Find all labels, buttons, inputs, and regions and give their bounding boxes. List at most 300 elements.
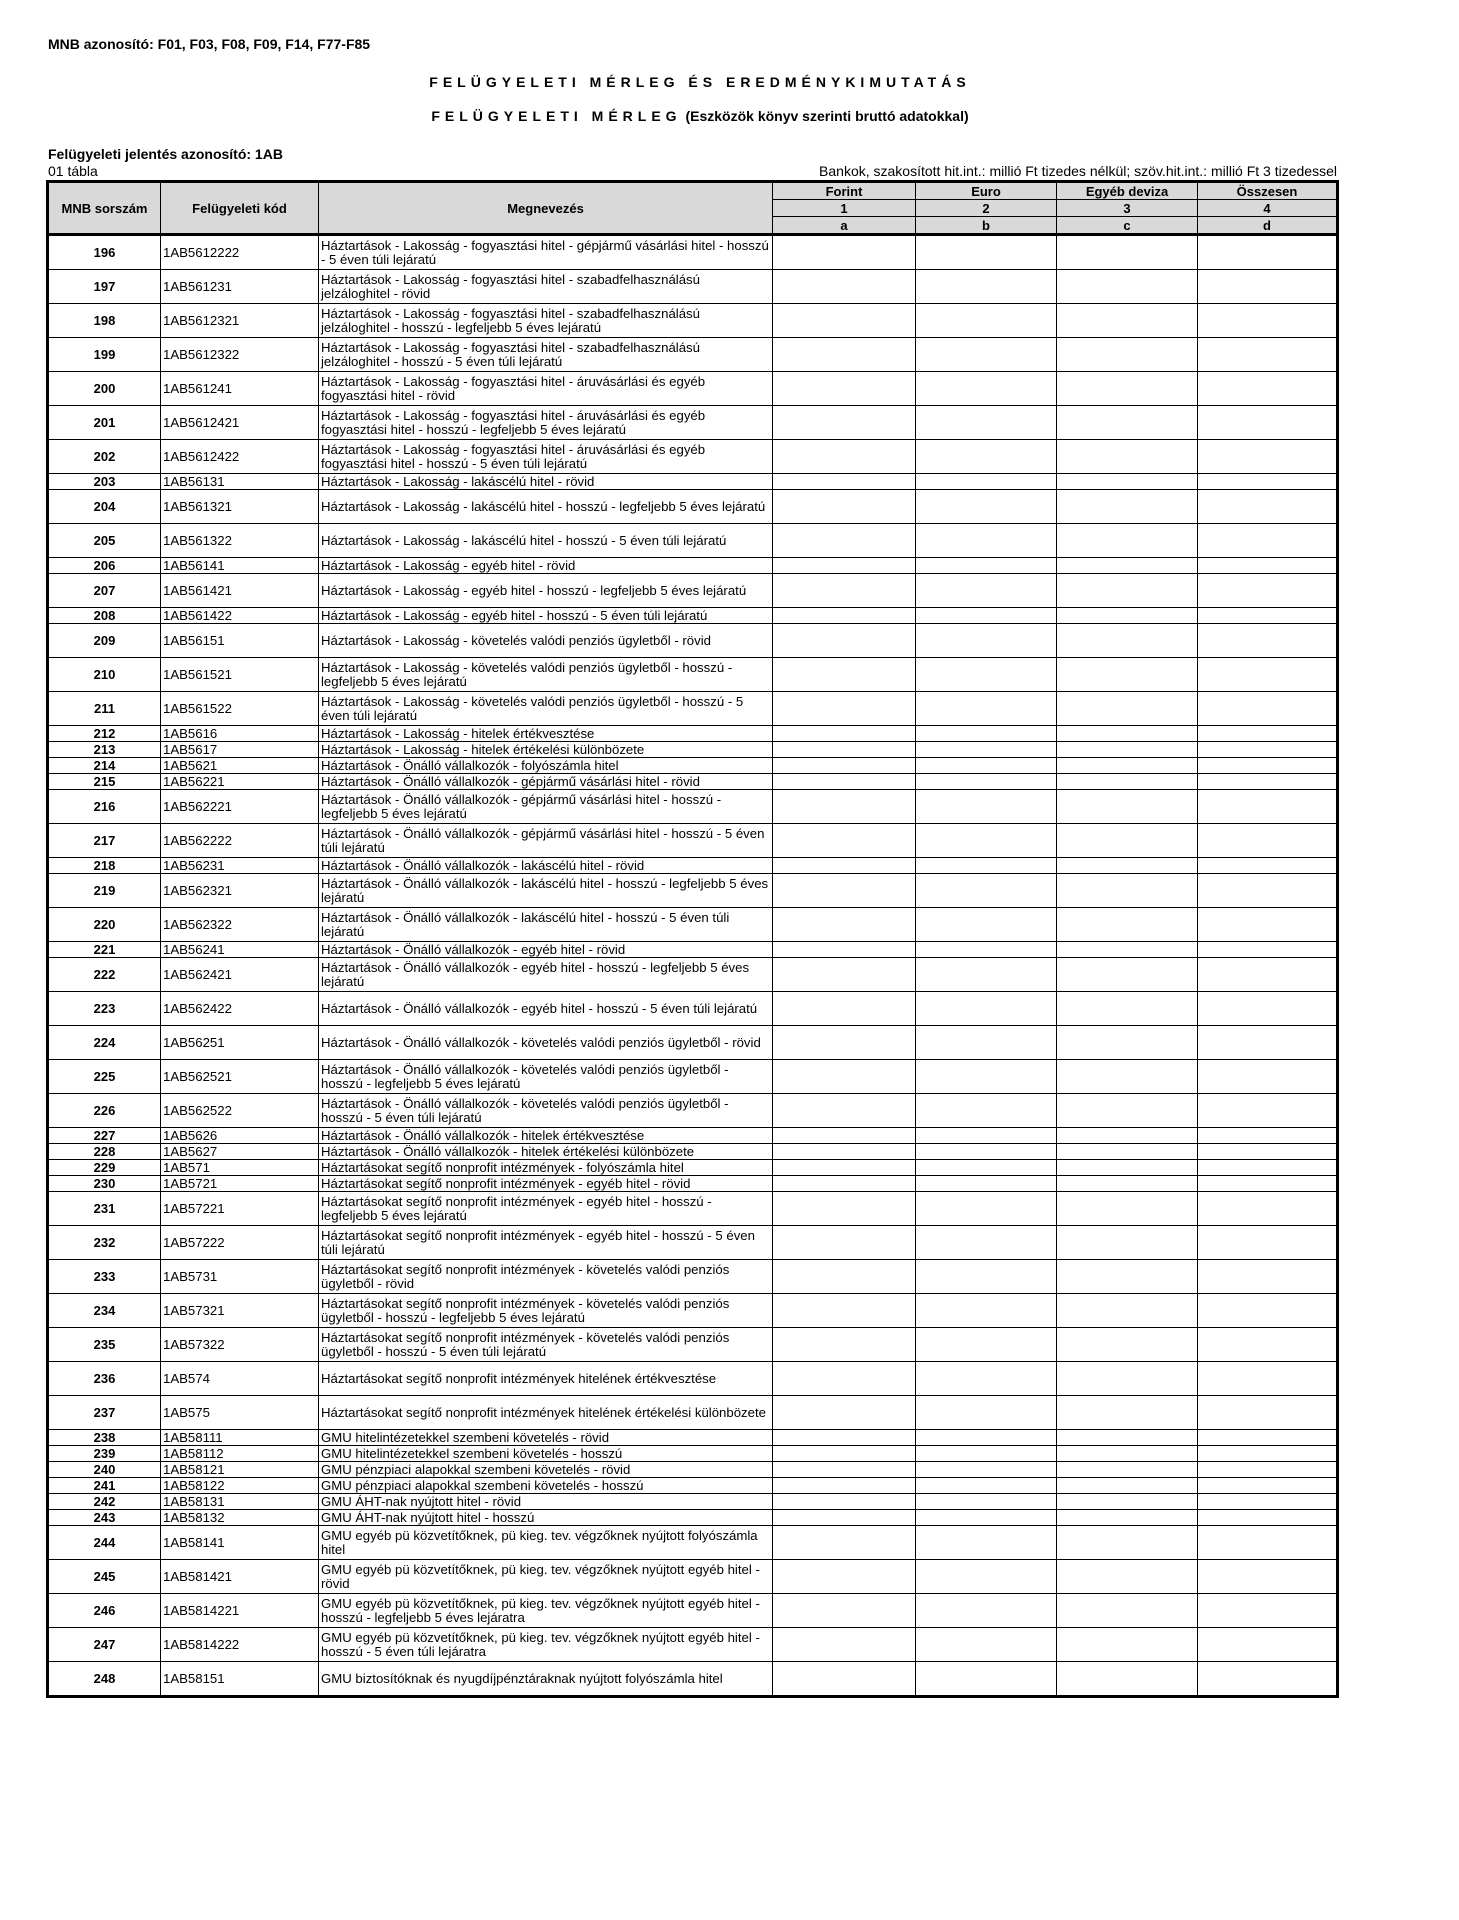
table-row bbox=[48, 1260, 1338, 1294]
value-cell[interactable] bbox=[916, 790, 1057, 824]
value-cell[interactable] bbox=[773, 490, 916, 524]
value-cell[interactable] bbox=[773, 1526, 916, 1560]
value-cell[interactable] bbox=[773, 1160, 916, 1176]
value-cell[interactable] bbox=[773, 1362, 916, 1396]
value-cell[interactable] bbox=[916, 758, 1057, 774]
value-cell[interactable] bbox=[916, 1594, 1057, 1628]
value-cell[interactable] bbox=[1198, 1144, 1338, 1160]
row-description: GMU ÁHT-nak nyújtott hitel - rövid bbox=[319, 1494, 773, 1510]
value-cell[interactable] bbox=[773, 474, 916, 490]
value-cell[interactable] bbox=[773, 608, 916, 624]
value-cell[interactable] bbox=[1198, 304, 1338, 338]
value-cell[interactable] bbox=[773, 624, 916, 658]
value-cell[interactable] bbox=[1057, 406, 1198, 440]
row-description: Háztartások - Lakosság - fogyasztási hitel - szabadfelhasználású jelzáloghitel - rövid bbox=[319, 270, 773, 304]
value-cell[interactable] bbox=[1057, 908, 1198, 942]
row-number: 236 bbox=[48, 1362, 161, 1396]
value-cell[interactable] bbox=[916, 726, 1057, 742]
value-cell[interactable] bbox=[1198, 1628, 1338, 1662]
value-cell[interactable] bbox=[773, 1192, 916, 1226]
row-code: 1AB57221 bbox=[161, 1192, 319, 1226]
value-cell[interactable] bbox=[916, 270, 1057, 304]
row-description: Háztartások - Lakosság - fogyasztási hitel - áruvásárlási és egyéb fogyasztási hitel - rövid bbox=[319, 372, 773, 406]
value-cell[interactable] bbox=[1198, 490, 1338, 524]
value-cell[interactable] bbox=[1057, 524, 1198, 558]
row-number: 197 bbox=[48, 270, 161, 304]
header-col-name: Euro bbox=[916, 182, 1057, 200]
value-cell[interactable] bbox=[1057, 1526, 1198, 1560]
value-cell[interactable] bbox=[916, 992, 1057, 1026]
table-row bbox=[48, 558, 1338, 574]
value-cell[interactable] bbox=[1198, 474, 1338, 490]
value-cell[interactable] bbox=[1057, 758, 1198, 774]
row-number: 220 bbox=[48, 908, 161, 942]
value-cell[interactable] bbox=[1198, 338, 1338, 372]
row-number: 200 bbox=[48, 372, 161, 406]
value-cell[interactable] bbox=[916, 1362, 1057, 1396]
value-cell[interactable] bbox=[1198, 440, 1338, 474]
value-cell[interactable] bbox=[1057, 1144, 1198, 1160]
value-cell[interactable] bbox=[1198, 406, 1338, 440]
value-cell[interactable] bbox=[773, 858, 916, 874]
value-cell[interactable] bbox=[773, 774, 916, 790]
value-cell[interactable] bbox=[916, 692, 1057, 726]
value-cell[interactable] bbox=[1057, 474, 1198, 490]
value-cell[interactable] bbox=[1198, 1510, 1338, 1526]
value-cell[interactable] bbox=[916, 774, 1057, 790]
value-cell[interactable] bbox=[916, 524, 1057, 558]
value-cell[interactable] bbox=[773, 1560, 916, 1594]
value-cell[interactable] bbox=[1198, 608, 1338, 624]
value-cell[interactable] bbox=[1057, 490, 1198, 524]
value-cell[interactable] bbox=[916, 235, 1057, 270]
value-cell[interactable] bbox=[773, 1628, 916, 1662]
row-code: 1AB57321 bbox=[161, 1294, 319, 1328]
value-cell[interactable] bbox=[773, 824, 916, 858]
value-cell[interactable] bbox=[773, 1430, 916, 1446]
value-cell[interactable] bbox=[916, 1260, 1057, 1294]
value-cell[interactable] bbox=[1198, 624, 1338, 658]
value-cell[interactable] bbox=[916, 1662, 1057, 1697]
value-cell[interactable] bbox=[773, 1144, 916, 1160]
table-row bbox=[48, 490, 1338, 524]
value-cell[interactable] bbox=[916, 1478, 1057, 1494]
row-description: Háztartások - Lakosság - egyéb hitel - rövid bbox=[319, 558, 773, 574]
value-cell[interactable] bbox=[1198, 992, 1338, 1026]
row-number: 213 bbox=[48, 742, 161, 758]
value-cell[interactable] bbox=[1198, 1060, 1338, 1094]
value-cell[interactable] bbox=[1198, 1362, 1338, 1396]
value-cell[interactable] bbox=[1057, 1128, 1198, 1144]
row-number: 204 bbox=[48, 490, 161, 524]
value-cell[interactable] bbox=[916, 1192, 1057, 1226]
value-cell[interactable] bbox=[916, 1396, 1057, 1430]
value-cell[interactable] bbox=[773, 1662, 916, 1697]
value-cell[interactable] bbox=[1198, 1662, 1338, 1697]
value-cell[interactable] bbox=[1198, 1026, 1338, 1060]
row-number: 232 bbox=[48, 1226, 161, 1260]
value-cell[interactable] bbox=[1057, 824, 1198, 858]
row-code: 1AB56251 bbox=[161, 1026, 319, 1060]
value-cell[interactable] bbox=[916, 440, 1057, 474]
row-number: 230 bbox=[48, 1176, 161, 1192]
value-cell[interactable] bbox=[773, 1494, 916, 1510]
table-row bbox=[48, 235, 1338, 270]
value-cell[interactable] bbox=[1057, 1226, 1198, 1260]
value-cell[interactable] bbox=[916, 958, 1057, 992]
value-cell[interactable] bbox=[1198, 558, 1338, 574]
value-cell[interactable] bbox=[1057, 790, 1198, 824]
table-row bbox=[48, 1396, 1338, 1430]
value-cell[interactable] bbox=[916, 908, 1057, 942]
value-cell[interactable] bbox=[1057, 1294, 1198, 1328]
table-row bbox=[48, 958, 1338, 992]
row-description: Háztartások - Lakosság - egyéb hitel - hosszú - legfeljebb 5 éves lejáratú bbox=[319, 574, 773, 608]
value-cell[interactable] bbox=[1198, 1226, 1338, 1260]
row-description: GMU egyéb pü közvetítőknek, pü kieg. tev. végzőknek nyújtott folyószámla hitel bbox=[319, 1526, 773, 1560]
value-cell[interactable] bbox=[773, 1462, 916, 1478]
value-cell[interactable] bbox=[1057, 1362, 1198, 1396]
value-cell[interactable] bbox=[1057, 958, 1198, 992]
value-cell[interactable] bbox=[1198, 790, 1338, 824]
value-cell[interactable] bbox=[916, 1510, 1057, 1526]
value-cell[interactable] bbox=[916, 372, 1057, 406]
value-cell[interactable] bbox=[916, 1628, 1057, 1662]
value-cell[interactable] bbox=[773, 1396, 916, 1430]
value-cell[interactable] bbox=[1057, 1160, 1198, 1176]
value-cell[interactable] bbox=[1057, 858, 1198, 874]
table-row bbox=[48, 758, 1338, 774]
row-description: GMU ÁHT-nak nyújtott hitel - hosszú bbox=[319, 1510, 773, 1526]
value-cell[interactable] bbox=[773, 372, 916, 406]
value-cell[interactable] bbox=[1057, 1328, 1198, 1362]
table-row bbox=[48, 440, 1338, 474]
value-cell[interactable] bbox=[1057, 1260, 1198, 1294]
value-cell[interactable] bbox=[916, 742, 1057, 758]
value-cell[interactable] bbox=[773, 908, 916, 942]
value-cell[interactable] bbox=[916, 1060, 1057, 1094]
value-cell[interactable] bbox=[1198, 1128, 1338, 1144]
value-cell[interactable] bbox=[1057, 1094, 1198, 1128]
value-cell[interactable] bbox=[1057, 1594, 1198, 1628]
value-cell[interactable] bbox=[773, 406, 916, 440]
value-cell[interactable] bbox=[773, 1594, 916, 1628]
row-number: 225 bbox=[48, 1060, 161, 1094]
value-cell[interactable] bbox=[773, 304, 916, 338]
table-row bbox=[48, 474, 1338, 490]
row-code: 1AB56231 bbox=[161, 858, 319, 874]
value-cell[interactable] bbox=[1057, 1628, 1198, 1662]
value-cell[interactable] bbox=[1198, 1478, 1338, 1494]
value-cell[interactable] bbox=[1198, 574, 1338, 608]
value-cell[interactable] bbox=[1057, 874, 1198, 908]
value-cell[interactable] bbox=[1198, 1260, 1338, 1294]
table-row bbox=[48, 908, 1338, 942]
value-cell[interactable] bbox=[1198, 372, 1338, 406]
value-cell[interactable] bbox=[916, 406, 1057, 440]
row-number: 221 bbox=[48, 942, 161, 958]
value-cell[interactable] bbox=[1198, 1328, 1338, 1362]
value-cell[interactable] bbox=[916, 304, 1057, 338]
value-cell[interactable] bbox=[773, 440, 916, 474]
value-cell[interactable] bbox=[1198, 1396, 1338, 1430]
value-cell[interactable] bbox=[1198, 235, 1338, 270]
value-cell[interactable] bbox=[773, 758, 916, 774]
value-cell[interactable] bbox=[773, 692, 916, 726]
value-cell[interactable] bbox=[1057, 235, 1198, 270]
value-cell[interactable] bbox=[1057, 558, 1198, 574]
value-cell[interactable] bbox=[1057, 1478, 1198, 1494]
value-cell[interactable] bbox=[773, 524, 916, 558]
value-cell[interactable] bbox=[1198, 1430, 1338, 1446]
table-row bbox=[48, 858, 1338, 874]
value-cell[interactable] bbox=[1057, 304, 1198, 338]
header-megnevezes: Megnevezés bbox=[319, 182, 773, 235]
value-cell[interactable] bbox=[1198, 1192, 1338, 1226]
row-number: 247 bbox=[48, 1628, 161, 1662]
mnb-identifier: MNB azonosító: F01, F03, F08, F09, F14, F77-F85 bbox=[48, 36, 371, 52]
value-cell[interactable] bbox=[916, 1226, 1057, 1260]
value-cell[interactable] bbox=[1057, 742, 1198, 758]
value-cell[interactable] bbox=[773, 1510, 916, 1526]
value-cell[interactable] bbox=[773, 1478, 916, 1494]
table-row bbox=[48, 692, 1338, 726]
row-number: 202 bbox=[48, 440, 161, 474]
units-note: Bankok, szakosított hit.int.: millió Ft tizedes nélkül; szöv.hit.int.: millió Ft 3 tizedessel bbox=[819, 163, 1337, 179]
value-cell[interactable] bbox=[1057, 1560, 1198, 1594]
value-cell[interactable] bbox=[1198, 874, 1338, 908]
value-cell[interactable] bbox=[916, 338, 1057, 372]
main-title: FELÜGYELETI MÉRLEG ÉS EREDMÉNYKIMUTATÁS bbox=[429, 74, 971, 90]
row-number: 217 bbox=[48, 824, 161, 858]
row-description: Háztartásokat segítő nonprofit intézmények - követelés valódi penziós ügyletből - rövid bbox=[319, 1260, 773, 1294]
header-col-letter: b bbox=[916, 217, 1057, 235]
header-sorszam: MNB sorszám bbox=[48, 182, 161, 235]
value-cell[interactable] bbox=[773, 1446, 916, 1462]
value-cell[interactable] bbox=[1198, 270, 1338, 304]
value-cell[interactable] bbox=[773, 1060, 916, 1094]
row-number: 235 bbox=[48, 1328, 161, 1362]
row-number: 243 bbox=[48, 1510, 161, 1526]
header-col-letter: d bbox=[1198, 217, 1338, 235]
value-cell[interactable] bbox=[916, 490, 1057, 524]
table-row bbox=[48, 1328, 1338, 1362]
value-cell[interactable] bbox=[1057, 1446, 1198, 1462]
row-code: 1AB58132 bbox=[161, 1510, 319, 1526]
value-cell[interactable] bbox=[773, 742, 916, 758]
value-cell[interactable] bbox=[1198, 942, 1338, 958]
value-cell[interactable] bbox=[916, 474, 1057, 490]
value-cell[interactable] bbox=[916, 1560, 1057, 1594]
value-cell[interactable] bbox=[1057, 942, 1198, 958]
value-cell[interactable] bbox=[773, 1026, 916, 1060]
row-description: Háztartásokat segítő nonprofit intézmények hitelének értékvesztése bbox=[319, 1362, 773, 1396]
value-cell[interactable] bbox=[1198, 1462, 1338, 1478]
row-code: 1AB58111 bbox=[161, 1430, 319, 1446]
row-number: 198 bbox=[48, 304, 161, 338]
value-cell[interactable] bbox=[916, 1128, 1057, 1144]
value-cell[interactable] bbox=[1198, 1294, 1338, 1328]
value-cell[interactable] bbox=[916, 558, 1057, 574]
value-cell[interactable] bbox=[1057, 1026, 1198, 1060]
value-cell[interactable] bbox=[1198, 1446, 1338, 1462]
table-row bbox=[48, 1176, 1338, 1192]
value-cell[interactable] bbox=[1057, 1662, 1198, 1697]
value-cell[interactable] bbox=[773, 574, 916, 608]
value-cell[interactable] bbox=[1057, 574, 1198, 608]
row-description: Háztartások - Lakosság - fogyasztási hitel - áruvásárlási és egyéb fogyasztási hitel - hosszú - 5 éven túli lejáratú bbox=[319, 440, 773, 474]
value-cell[interactable] bbox=[1198, 1594, 1338, 1628]
row-code: 1AB561241 bbox=[161, 372, 319, 406]
row-number: 207 bbox=[48, 574, 161, 608]
row-description: Háztartások - Lakosság - követelés valódi penziós ügyletből - rövid bbox=[319, 624, 773, 658]
value-cell[interactable] bbox=[1198, 524, 1338, 558]
row-description: Háztartások - Lakosság - fogyasztási hitel - szabadfelhasználású jelzáloghitel - hosszú - legfeljebb 5 éves lejáratú bbox=[319, 304, 773, 338]
value-cell[interactable] bbox=[773, 1328, 916, 1362]
row-description: Háztartások - Lakosság - fogyasztási hitel - gépjármű vásárlási hitel - hosszú - 5 éven túli lejáratú bbox=[319, 235, 773, 270]
value-cell[interactable] bbox=[1057, 992, 1198, 1026]
value-cell[interactable] bbox=[1198, 726, 1338, 742]
value-cell[interactable] bbox=[1057, 774, 1198, 790]
row-description: Háztartások - Önálló vállalkozók - követelés valódi penziós ügyletből - rövid bbox=[319, 1026, 773, 1060]
value-cell[interactable] bbox=[1057, 692, 1198, 726]
table-row bbox=[48, 270, 1338, 304]
row-number: 224 bbox=[48, 1026, 161, 1060]
value-cell[interactable] bbox=[1198, 658, 1338, 692]
table-row bbox=[48, 1446, 1338, 1462]
value-cell[interactable] bbox=[916, 1494, 1057, 1510]
value-cell[interactable] bbox=[1057, 1510, 1198, 1526]
value-cell[interactable] bbox=[1057, 1192, 1198, 1226]
value-cell[interactable] bbox=[1198, 958, 1338, 992]
row-code: 1AB561231 bbox=[161, 270, 319, 304]
value-cell[interactable] bbox=[1057, 608, 1198, 624]
value-cell[interactable] bbox=[1057, 658, 1198, 692]
value-cell[interactable] bbox=[773, 1128, 916, 1144]
value-cell[interactable] bbox=[1198, 824, 1338, 858]
value-cell[interactable] bbox=[773, 874, 916, 908]
row-code: 1AB561321 bbox=[161, 490, 319, 524]
value-cell[interactable] bbox=[1198, 908, 1338, 942]
value-cell[interactable] bbox=[1057, 338, 1198, 372]
value-cell[interactable] bbox=[916, 1144, 1057, 1160]
row-description: Háztartásokat segítő nonprofit intézmények - követelés valódi penziós ügyletből - hosszú - legfeljebb 5 éves lejáratú bbox=[319, 1294, 773, 1328]
table-row bbox=[48, 1294, 1338, 1328]
value-cell[interactable] bbox=[1057, 1396, 1198, 1430]
value-cell[interactable] bbox=[916, 624, 1057, 658]
row-code: 1AB562422 bbox=[161, 992, 319, 1026]
table-row bbox=[48, 790, 1338, 824]
value-cell[interactable] bbox=[916, 574, 1057, 608]
value-cell[interactable] bbox=[773, 270, 916, 304]
value-cell[interactable] bbox=[1057, 440, 1198, 474]
value-cell[interactable] bbox=[1198, 1160, 1338, 1176]
value-cell[interactable] bbox=[1057, 1060, 1198, 1094]
value-cell[interactable] bbox=[1057, 270, 1198, 304]
value-cell[interactable] bbox=[916, 1026, 1057, 1060]
value-cell[interactable] bbox=[1198, 1526, 1338, 1560]
value-cell[interactable] bbox=[1198, 774, 1338, 790]
value-cell[interactable] bbox=[916, 858, 1057, 874]
value-cell[interactable] bbox=[773, 1094, 916, 1128]
header-col-number: 4 bbox=[1198, 200, 1338, 217]
value-cell[interactable] bbox=[1198, 742, 1338, 758]
row-code: 1AB562522 bbox=[161, 1094, 319, 1128]
value-cell[interactable] bbox=[773, 658, 916, 692]
value-cell[interactable] bbox=[1057, 726, 1198, 742]
row-code: 1AB5814221 bbox=[161, 1594, 319, 1628]
value-cell[interactable] bbox=[916, 942, 1057, 958]
value-cell[interactable] bbox=[773, 992, 916, 1026]
row-description: GMU egyéb pü közvetítőknek, pü kieg. tev. végzőknek nyújtott egyéb hitel - rövid bbox=[319, 1560, 773, 1594]
value-cell[interactable] bbox=[916, 1446, 1057, 1462]
value-cell[interactable] bbox=[916, 1328, 1057, 1362]
value-cell[interactable] bbox=[1198, 1094, 1338, 1128]
row-number: 219 bbox=[48, 874, 161, 908]
table-row bbox=[48, 726, 1338, 742]
value-cell[interactable] bbox=[916, 874, 1057, 908]
value-cell[interactable] bbox=[1057, 1430, 1198, 1446]
value-cell[interactable] bbox=[916, 1294, 1057, 1328]
table-row bbox=[48, 1560, 1338, 1594]
row-code: 1AB561521 bbox=[161, 658, 319, 692]
value-cell[interactable] bbox=[773, 1176, 916, 1192]
value-cell[interactable] bbox=[773, 558, 916, 574]
value-cell[interactable] bbox=[1198, 858, 1338, 874]
value-cell[interactable] bbox=[1198, 692, 1338, 726]
row-description: GMU pénzpiaci alapokkal szembeni követelés - hosszú bbox=[319, 1478, 773, 1494]
value-cell[interactable] bbox=[773, 235, 916, 270]
row-description: Háztartásokat segítő nonprofit intézmények - egyéb hitel - rövid bbox=[319, 1176, 773, 1192]
row-code: 1AB5612321 bbox=[161, 304, 319, 338]
value-cell[interactable] bbox=[773, 1226, 916, 1260]
value-cell[interactable] bbox=[1198, 1494, 1338, 1510]
value-cell[interactable] bbox=[1057, 1494, 1198, 1510]
value-cell[interactable] bbox=[916, 1094, 1057, 1128]
value-cell[interactable] bbox=[773, 942, 916, 958]
value-cell[interactable] bbox=[773, 338, 916, 372]
value-cell[interactable] bbox=[1057, 372, 1198, 406]
value-cell[interactable] bbox=[916, 1176, 1057, 1192]
value-cell[interactable] bbox=[916, 824, 1057, 858]
value-cell[interactable] bbox=[916, 1430, 1057, 1446]
value-cell[interactable] bbox=[773, 1294, 916, 1328]
value-cell[interactable] bbox=[1057, 624, 1198, 658]
row-code: 1AB562221 bbox=[161, 790, 319, 824]
value-cell[interactable] bbox=[916, 1160, 1057, 1176]
value-cell[interactable] bbox=[1057, 1176, 1198, 1192]
header-col-letter: a bbox=[773, 217, 916, 235]
value-cell[interactable] bbox=[1198, 758, 1338, 774]
value-cell[interactable] bbox=[1198, 1176, 1338, 1192]
value-cell[interactable] bbox=[773, 726, 916, 742]
value-cell[interactable] bbox=[916, 1526, 1057, 1560]
value-cell[interactable] bbox=[773, 1260, 916, 1294]
value-cell[interactable] bbox=[773, 790, 916, 824]
value-cell[interactable] bbox=[1057, 1462, 1198, 1478]
value-cell[interactable] bbox=[1198, 1560, 1338, 1594]
value-cell[interactable] bbox=[773, 958, 916, 992]
value-cell[interactable] bbox=[916, 658, 1057, 692]
row-code: 1AB57322 bbox=[161, 1328, 319, 1362]
table-row bbox=[48, 1026, 1338, 1060]
row-code: 1AB5612322 bbox=[161, 338, 319, 372]
value-cell[interactable] bbox=[916, 1462, 1057, 1478]
table-row bbox=[48, 1060, 1338, 1094]
row-code: 1AB56151 bbox=[161, 624, 319, 658]
value-cell[interactable] bbox=[916, 608, 1057, 624]
row-code: 1AB5612222 bbox=[161, 235, 319, 270]
